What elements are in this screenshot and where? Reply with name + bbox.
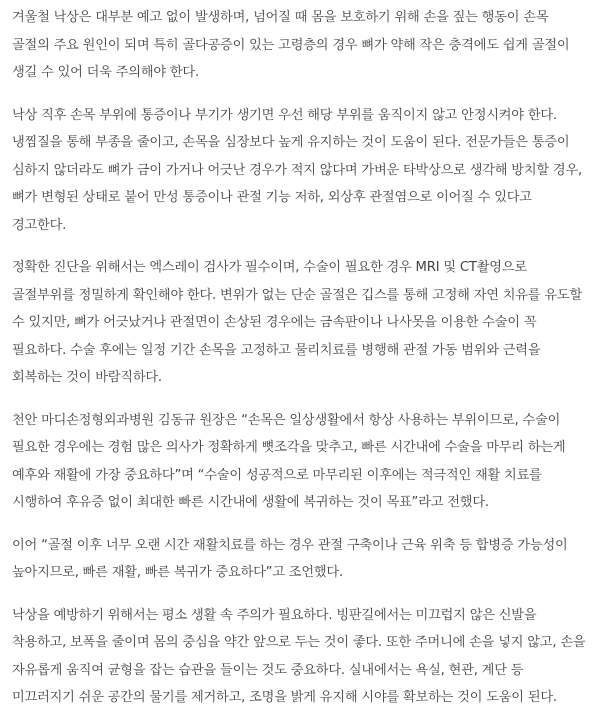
paragraph-first-aid: 낙상 직후 손목 부위에 통증이나 부기가 생기면 우선 해당 부위를 움직이지 않고 안정시켜야 한다. 냉찜질을 통해 부종을 줄이고, 손목을 심장보다 높게 유지하는 것이 도움이 된다. 전문가들은 통증이 심하지 않더라도 뼈가 금이 가거나 어긋난 경우가 적지 않다며 가벼운 타박상으로 생각해 방치할 경우, 뼈가 변형된 상태로 붙어 만성 통증이나 관절 기능 저하, 외상후 관절염으로 이어질 수 있다고 경고한다.: [12, 107, 582, 233]
paragraph-doctor-quote: 천안 마디손정형외과병원 김동규 원장은 “손목은 일상생활에서 항상 사용하는 부위이므로, 수술이 필요한 경우에는 경험 많은 의사가 정확하게 뼛조각을 맞추고, 빠른 시간내에 수술을 마무리 하는게 예후와 재활에 가장 중요하다”며 “수술이 성공적으로 마무리된 이후에는 적극적인 재활 치료를 시행하여 후유증 없이 최대한 빠른 시간내에 생활에 복귀하는 것이 목표”라고 전했다.: [12, 412, 566, 510]
paragraph-winter-falls: 겨울철 낙상은 대부분 예고 없이 발생하며, 넘어질 때 몸을 보호하기 위해 손을 짚는 행동이 손목 골절의 주요 원인이 되며 특히 골다공증이 있는 고령층의 경우 뼈가 약해 작은 충격에도 쉽게 골절이 생길 수 있어 더욱 주의해야 한다.: [12, 10, 570, 80]
paragraph-prevention: 낙상을 예방하기 위해서는 평소 생활 속 주의가 필요하다. 빙판길에서는 미끄럽지 않은 신발을 착용하고, 보폭을 줄이며 몸의 중심을 약간 앞으로 두는 것이 좋다. 또한 주머니에 손을 넣지 않고, 손을 자유롭게 움직여 균형을 잡는 습관을 들이는 것도 중요하다. 실내에서는 욕실, 현관, 계단 등 미끄러지기 쉬운 공간의 물기를 제거하고, 조명을 밝게 유지해 시야를 확보하는 것이 도움이 된다.: [12, 607, 586, 705]
paragraph-rehab-advice: 이어 “골절 이후 너무 오랜 시간 재활치료를 하는 경우 관절 구축이나 근육 위축 등 합병증 가능성이 높아지므로, 빠른 재활, 빠른 복귀가 중요하다”고 조언했다.: [12, 537, 568, 580]
paragraph-diagnosis-treatment: 정확한 진단을 위해서는 엑스레이 검사가 필수이며, 수술이 필요한 경우 MRI 및 CT촬영으로 골절부위를 정밀하게 확인해야 한다. 변위가 없는 단순 골절은 깁스를 통해 고정해 자연 치유를 유도할 수 있지만, 뼈가 어긋났거나 관절면이 손상된 경우에는 금속판이나 나사못을 이용한 수술이 꼭 필요하다. 수술 후에는 일정 기간 손목을 고정하고 물리치료를 병행해 관절 가동 범위와 근력을 회복하는 것이 바람직하다.: [12, 260, 582, 385]
